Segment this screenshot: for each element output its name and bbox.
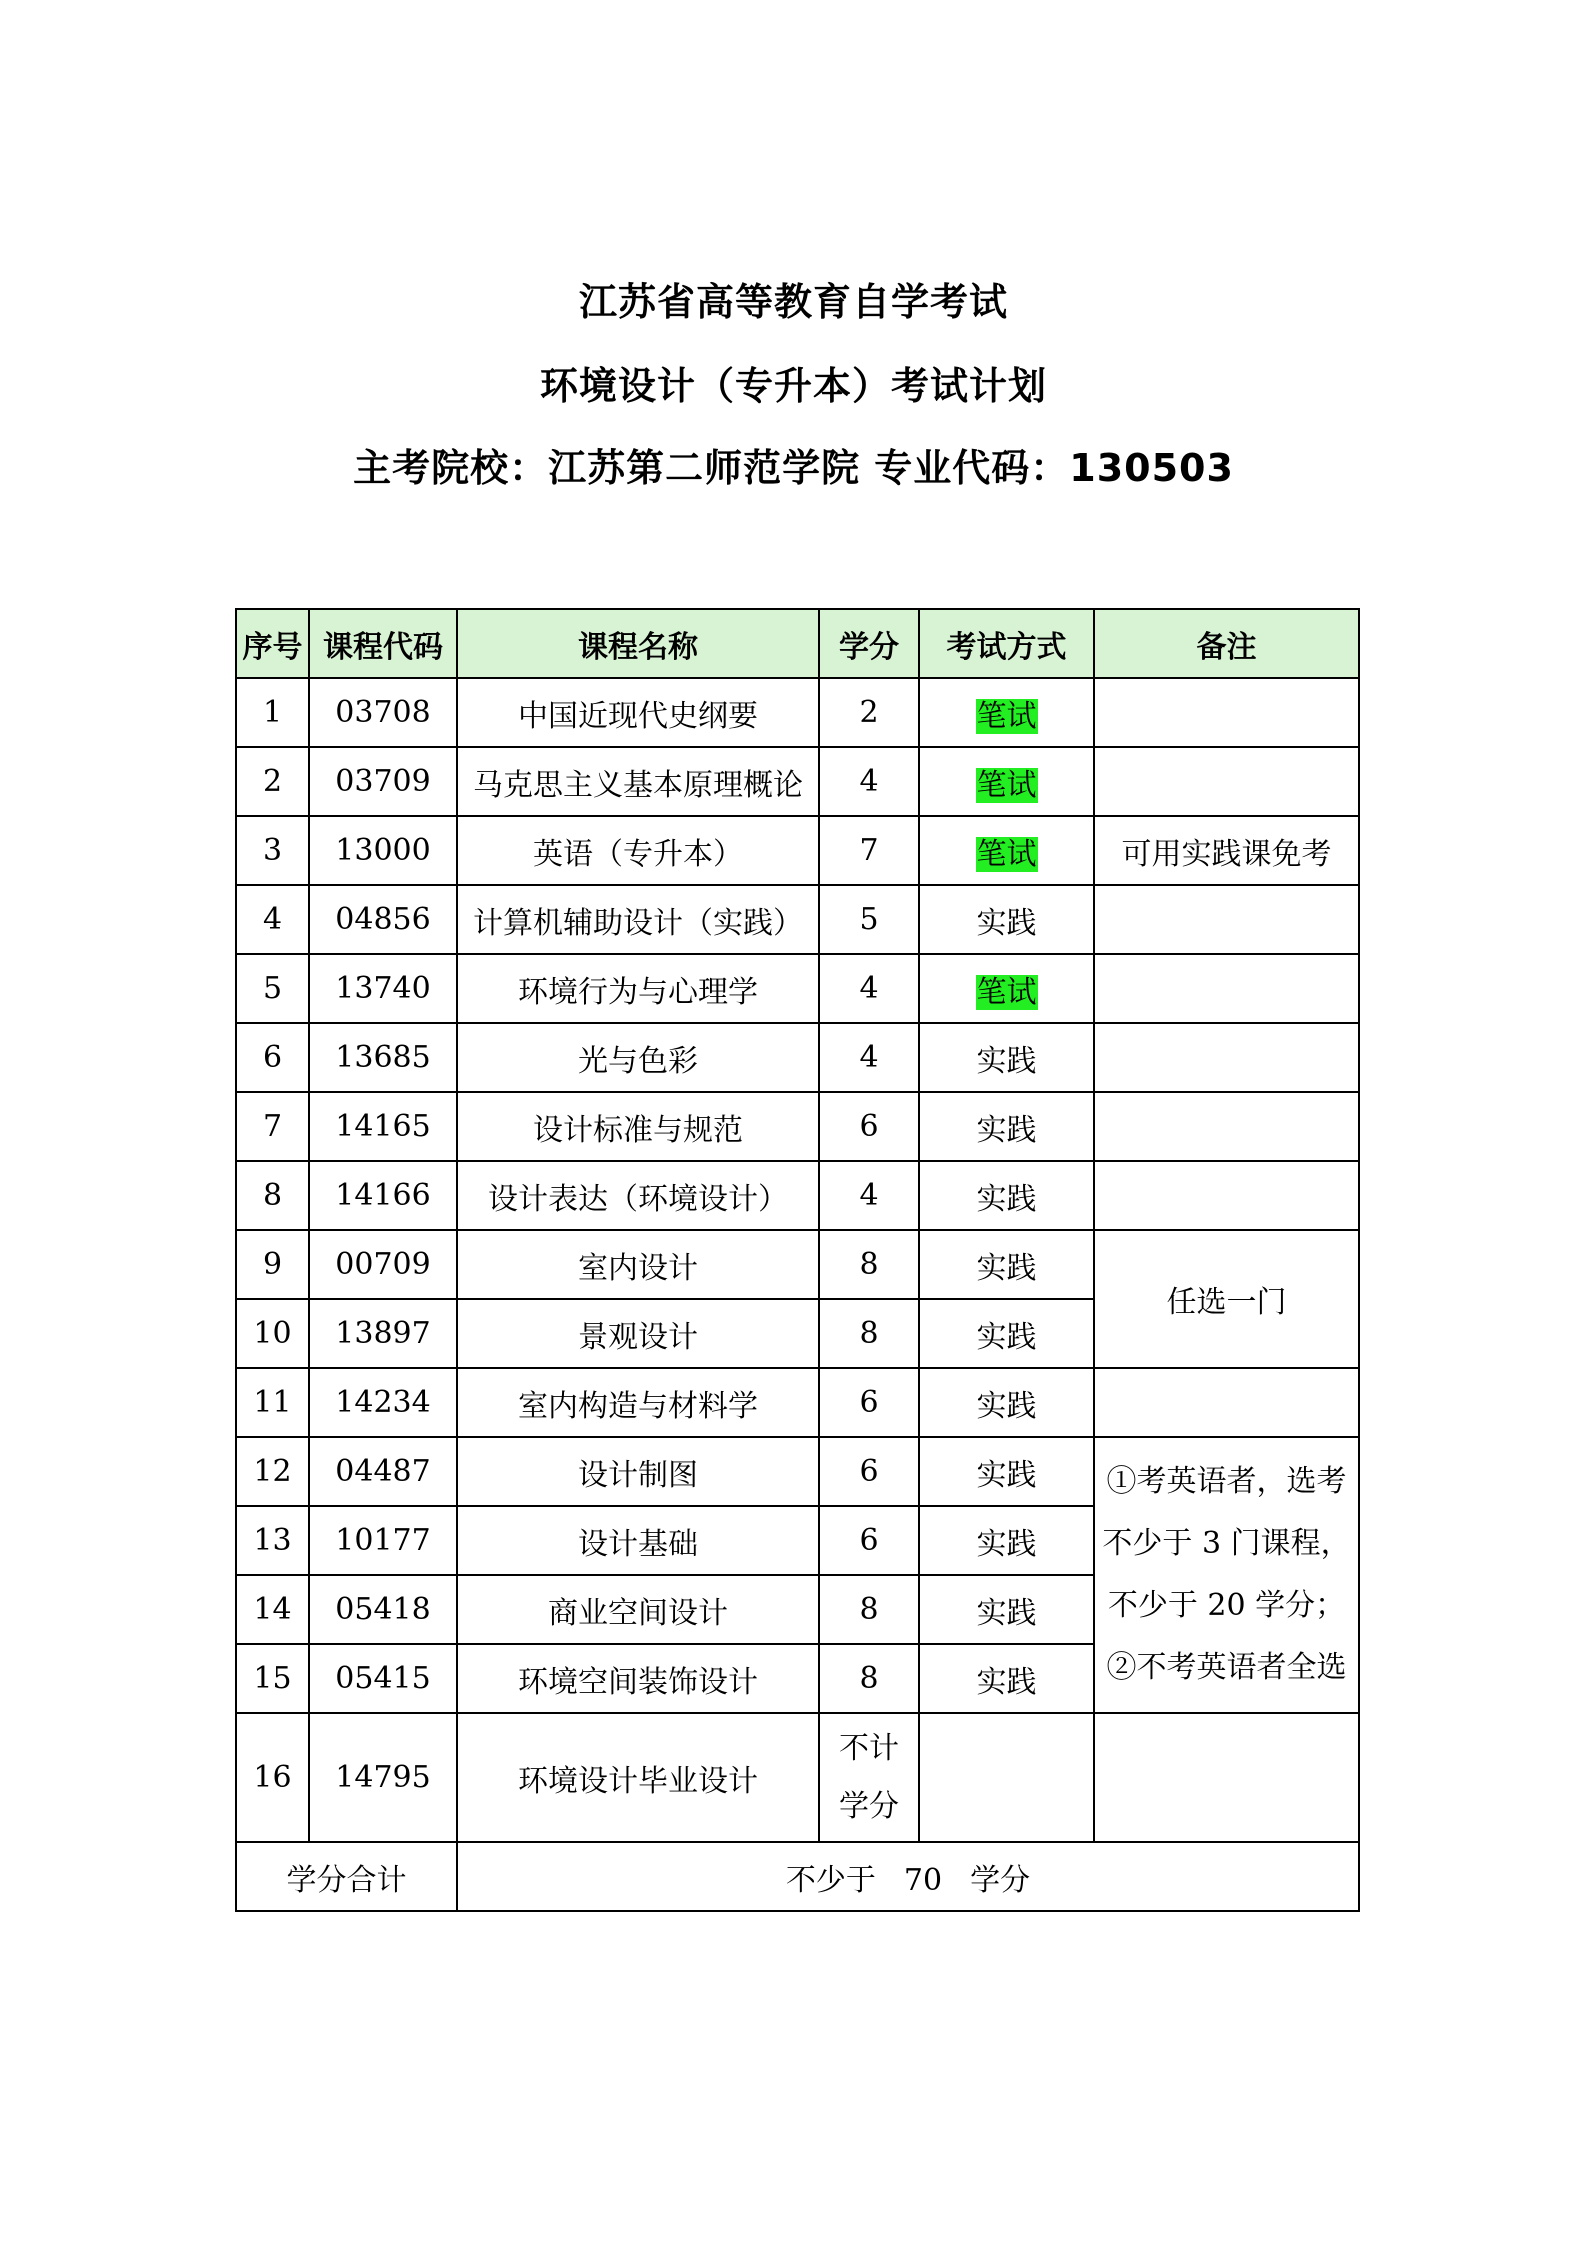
written-exam-highlight: 笔试 [976, 767, 1037, 803]
cell-name: 室内设计 [457, 1230, 819, 1299]
cell-note [1094, 954, 1359, 1023]
cell-code: 14795 [309, 1713, 457, 1842]
table-row [236, 1023, 1359, 1092]
cell-credit: 4 [819, 747, 919, 816]
cell-mode [919, 954, 1094, 1023]
total-suffix: 学分 [970, 1862, 1031, 1898]
cell-name: 室内构造与材料学 [457, 1368, 819, 1437]
col-header-name: 课程名称 [457, 609, 819, 678]
cell-code: 10177 [309, 1506, 457, 1575]
cell-note [1094, 747, 1359, 816]
cell-name: 英语（专升本） [457, 816, 819, 885]
cell-no: 3 [236, 816, 309, 885]
total-label: 学分合计 [236, 1842, 457, 1911]
cell-code: 13740 [309, 954, 457, 1023]
cell-mode [919, 747, 1094, 816]
cell-no: 14 [236, 1575, 309, 1644]
cell-code: 03709 [309, 747, 457, 816]
table-row [236, 1437, 1359, 1506]
cell-mode: 实践 [919, 1368, 1094, 1437]
note-line: ①考英语者，选考 [1106, 1464, 1347, 1499]
cell-credit: 6 [819, 1506, 919, 1575]
table-row [236, 885, 1359, 954]
cell-name: 中国近现代史纲要 [457, 678, 819, 747]
cell-name: 商业空间设计 [457, 1575, 819, 1644]
total-row [236, 1842, 1359, 1911]
table-row [236, 1092, 1359, 1161]
total-value-cell [457, 1842, 1359, 1911]
cell-no: 5 [236, 954, 309, 1023]
cell-name: 设计表达（环境设计） [457, 1161, 819, 1230]
cell-mode: 实践 [919, 1230, 1094, 1299]
cell-note [1094, 1023, 1359, 1092]
cell-note [1094, 1161, 1359, 1230]
cell-no: 13 [236, 1506, 309, 1575]
cell-credit: 6 [819, 1092, 919, 1161]
cell-note [1094, 1368, 1359, 1437]
cell-mode: 实践 [919, 885, 1094, 954]
cell-code: 03708 [309, 678, 457, 747]
cell-code: 04487 [309, 1437, 457, 1506]
table-row [236, 678, 1359, 747]
cell-no: 1 [236, 678, 309, 747]
cell-credit: 4 [819, 1161, 919, 1230]
cell-credit: 5 [819, 885, 919, 954]
total-prefix: 不少于 [785, 1862, 876, 1898]
cell-code: 04856 [309, 885, 457, 954]
cell-code: 14165 [309, 1092, 457, 1161]
cell-name: 环境行为与心理学 [457, 954, 819, 1023]
cell-name: 设计基础 [457, 1506, 819, 1575]
cell-name: 设计制图 [457, 1437, 819, 1506]
table-row [236, 1161, 1359, 1230]
cell-note: 可用实践课免考 [1094, 816, 1359, 885]
col-header-code: 课程代码 [309, 609, 457, 678]
table-row [236, 816, 1359, 885]
table-row [236, 954, 1359, 1023]
cell-credit: 4 [819, 1023, 919, 1092]
plan-title: 环境设计（专升本）考试计划 [539, 364, 1047, 408]
cell-credit: 2 [819, 678, 919, 747]
note-line: ②不考英语者全选 [1106, 1650, 1347, 1685]
cell-mode: 实践 [919, 1506, 1094, 1575]
cell-no: 7 [236, 1092, 309, 1161]
written-exam-highlight: 笔试 [976, 698, 1037, 734]
cell-credit: 7 [819, 816, 919, 885]
table-row [236, 1230, 1359, 1299]
note-line: 不少于 3 门课程， [1102, 1526, 1351, 1561]
cell-name: 景观设计 [457, 1299, 819, 1368]
cell-no: 16 [236, 1713, 309, 1842]
total-credits: 70 [903, 1862, 943, 1898]
cell-name: 设计标准与规范 [457, 1092, 819, 1161]
cell-mode: 实践 [919, 1161, 1094, 1230]
cell-note [1094, 1713, 1359, 1842]
cell-code: 13897 [309, 1299, 457, 1368]
cell-name: 光与色彩 [457, 1023, 819, 1092]
col-header-mode: 考试方式 [919, 609, 1094, 678]
cell-credit: 8 [819, 1644, 919, 1713]
cell-mode [919, 1713, 1094, 1842]
col-header-credit: 学分 [819, 609, 919, 678]
note-line: 不少于 20 学分； [1107, 1588, 1346, 1623]
table-row [236, 747, 1359, 816]
cell-mode [919, 678, 1094, 747]
cell-mode [919, 816, 1094, 885]
written-exam-highlight: 笔试 [976, 836, 1037, 872]
credit-text: 不计学分 [839, 1730, 899, 1824]
cell-mode: 实践 [919, 1023, 1094, 1092]
table-header-row [236, 609, 1359, 678]
cell-no: 12 [236, 1437, 309, 1506]
cell-code: 14166 [309, 1161, 457, 1230]
cell-mode: 实践 [919, 1437, 1094, 1506]
cell-mode: 实践 [919, 1092, 1094, 1161]
cell-note [1094, 1092, 1359, 1161]
cell-code: 14234 [309, 1368, 457, 1437]
cell-credit: 8 [819, 1575, 919, 1644]
cell-no: 15 [236, 1644, 309, 1713]
cell-note [1094, 678, 1359, 747]
exam-plan-table [235, 608, 1360, 1912]
exam-title: 江苏省高等教育自学考试 [578, 280, 1008, 324]
written-exam-highlight: 笔试 [976, 974, 1037, 1010]
cell-code: 13685 [309, 1023, 457, 1092]
cell-no: 10 [236, 1299, 309, 1368]
school-code-line: 主考院校：江苏第二师范学院 专业代码：130503 [353, 446, 1234, 490]
cell-name: 计算机辅助设计（实践） [457, 885, 819, 954]
cell-mode: 实践 [919, 1644, 1094, 1713]
cell-credit: 8 [819, 1299, 919, 1368]
cell-credit: 8 [819, 1230, 919, 1299]
cell-note-elective: 任选一门 [1094, 1230, 1359, 1368]
cell-no: 9 [236, 1230, 309, 1299]
cell-no: 6 [236, 1023, 309, 1092]
cell-no: 4 [236, 885, 309, 954]
cell-credit: 4 [819, 954, 919, 1023]
cell-credit [819, 1713, 919, 1842]
table-row [236, 1368, 1359, 1437]
cell-mode: 实践 [919, 1575, 1094, 1644]
cell-code: 13000 [309, 816, 457, 885]
cell-note-selection-rules [1094, 1437, 1359, 1713]
cell-name: 环境设计毕业设计 [457, 1713, 819, 1842]
col-header-note: 备注 [1094, 609, 1359, 678]
table-row [236, 1713, 1359, 1842]
cell-no: 11 [236, 1368, 309, 1437]
cell-name: 环境空间装饰设计 [457, 1644, 819, 1713]
cell-credit: 6 [819, 1368, 919, 1437]
cell-credit: 6 [819, 1437, 919, 1506]
cell-code: 05415 [309, 1644, 457, 1713]
cell-mode: 实践 [919, 1299, 1094, 1368]
cell-note [1094, 885, 1359, 954]
cell-no: 8 [236, 1161, 309, 1230]
col-header-no: 序号 [236, 609, 309, 678]
cell-code: 05418 [309, 1575, 457, 1644]
cell-no: 2 [236, 747, 309, 816]
cell-name: 马克思主义基本原理概论 [457, 747, 819, 816]
cell-code: 00709 [309, 1230, 457, 1299]
